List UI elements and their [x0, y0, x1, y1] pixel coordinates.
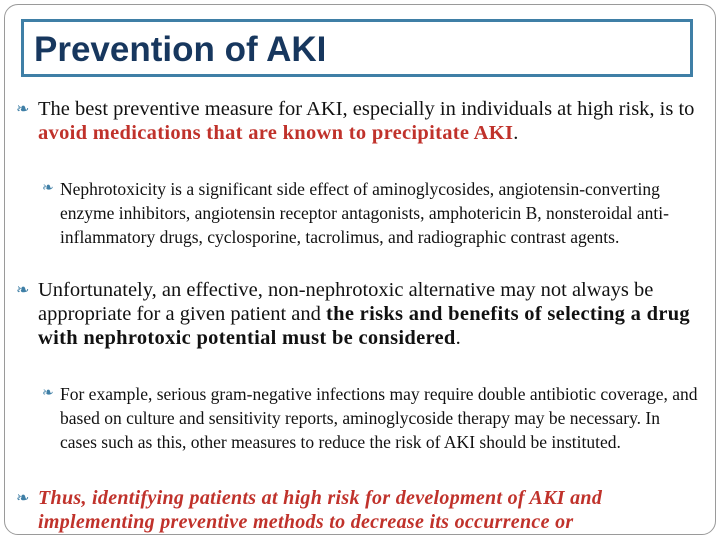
bullet-text-end: . [455, 327, 461, 349]
bullet-leaf-icon: ❧ [16, 282, 30, 299]
bullet-text: Thus, identifying patients at high risk for development of AKI and implementing preventive methods to decrease its occurrence or [38, 487, 603, 533]
bullet-highlight: the risks and benefits of selecting a drug with nephrotoxic potential must be considered [38, 303, 690, 349]
bullet-text: The best preventive measure for AKI, especially in individuals at high risk, is to [38, 98, 695, 120]
bullet-conclusion [16, 486, 698, 534]
subbullet-example [42, 382, 700, 454]
bullet-leaf-icon: ❧ [42, 386, 54, 401]
bullet-leaf-icon: ❧ [16, 490, 30, 507]
slide-title: Prevention of AKI [34, 30, 327, 69]
bullet-text: Unfortunately, an effective, non-nephrotoxic alternative may not always be appropriate for a given patient and [38, 279, 654, 325]
subbullet-text: Nephrotoxicity is a significant side effect of aminoglycosides, angiotensin-converting enzyme inhibitors, angiotensin receptor antagonists, amphotericin B, nonsteroidal anti-inflammatory drugs, cyclosporine, tacrolimus, and radiographic contrast agents. [60, 179, 669, 247]
subbullet-nephrotoxicity [42, 177, 700, 249]
bullet-leaf-icon: ❧ [16, 101, 30, 118]
bullet-highlight: avoid medications that are known to precipitate AKI [38, 122, 514, 144]
bullet-prevention-measure [16, 97, 698, 145]
bullet-leaf-icon: ❧ [42, 181, 54, 196]
subbullet-text: For example, serious gram-negative infections may require double antibiotic coverage, and based on culture and sensitivity reports, aminoglycoside therapy may be necessary. In cases such as this, other measures to reduce the risk of AKI should be instituted. [60, 384, 698, 452]
bullet-alternatives [16, 278, 698, 350]
bullet-text-end: . [513, 122, 519, 144]
